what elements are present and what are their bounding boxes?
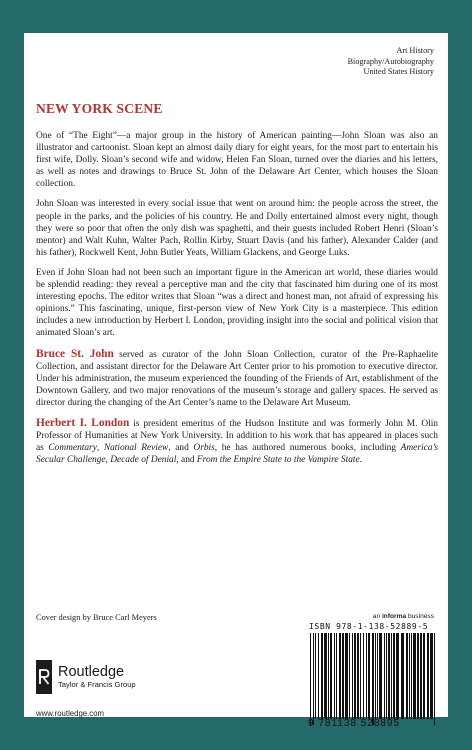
barcode-icon (306, 633, 442, 723)
cover-design-credit: Cover design by Bruce Carl Meyers (36, 613, 157, 622)
book-title: NEW YORK SCENE (36, 101, 163, 116)
introducer-bio (36, 417, 438, 466)
blurb-paragraph: One of “The Eight”—a major group in the history of American painting—John Sloan was also an illustrator and cartoonist. Sloan kept an almost daily diary for eight years, for the most part to entertain his first wife, Dolly. Sloan’s second wife and widow, Helen Fan Sloan, turned over the diaries and his letters, as well as notes and drawings to Bruce St. John of the Delaware Art Center, which houses the Sloan collection. (36, 131, 438, 190)
bio-text: is president emeritus of the Hudson Institute and was formerly John M. Olin Professor of Humanities at New York University. In addition to his work that has appeared in places such as (36, 418, 438, 454)
publication-title: Commentary (48, 443, 97, 454)
publisher-logo (36, 660, 136, 694)
book-title-reference: America’s Secular Challenge (36, 443, 438, 466)
informa-logo-text: informa (381, 613, 407, 620)
editor-name: Bruce St. John (36, 347, 114, 360)
publication-title: National Review (103, 443, 169, 454)
blurb-paragraph: John Sloan was interested in every social issue that went on around him: the people across the street, the people in the parks, and the policies of his country. He and Dolly entertained almost every night, though they were so poor that often the only dish was spaghetti, and their guests included Robert Henri (Sloan’s mentor) and Walt Kuhn, Walter Pach, Rollin Kirby, Stuart Davis (and his father), Alexander Calder (and his father), Rockwell Kent, John Butler Yeats, William Glackens, and George Luks. (36, 199, 438, 258)
informa-prefix: an (372, 613, 382, 620)
bio-text: , (105, 455, 111, 466)
publication-title: Orbis (193, 443, 215, 454)
isbn-number: ISBN 978-1-138-52889-5 (309, 622, 429, 631)
bio-text: . (359, 455, 362, 466)
bio-text: , and (168, 443, 194, 454)
routledge-r-icon (36, 660, 52, 694)
bio-text: , he has authored numerous books, including (214, 443, 401, 454)
editor-bio-text: served as curator of the John Sloan Collection, curator of the Pre-Raphaelite Collection, and assistant director for the Delaware Art Center prior to his promotion to executive director. Under his administration, the museum experienced the founding of the Friends of Art, establishment of the Downtown Gallery, and two major renovations of the museum’s storage and gallery spaces. He served as director during the changing of the Art Center’s name to the Delaware Art Museum. (36, 349, 438, 408)
introducer-name: Herbert I. London (36, 416, 130, 429)
blurb-paragraph: Even if John Sloan had not been such an important figure in the American art world, these diaries would be splendid reading: they reveal a perceptive man and the city that fascinated him during one of its most interesting epochs. The editor writes that Sloan “was a direct and honest man, not afraid of expressing his opinions.” This fascinating, unique, first-person view of New York City is a masterpiece. This edition includes a new introduction by Herbert I. London, providing insight into the social and political vision that animated Sloan’s art. (36, 267, 438, 339)
subject-categories (348, 46, 434, 78)
barcode-area (306, 622, 448, 729)
editor-bio (36, 348, 438, 409)
publisher-name: Routledge (58, 664, 125, 680)
book-title-reference: Decade of Denial (110, 455, 177, 466)
barcode-digits: 9 781138 528895 (308, 718, 401, 729)
informa-business-tag (373, 613, 434, 620)
publisher-wordmark (58, 664, 136, 690)
category-item: United States History (363, 67, 434, 76)
category-item: Biography/Autobiography (347, 56, 434, 66)
publisher-website: www.routledge.com (36, 709, 105, 718)
back-cover-panel (24, 33, 448, 729)
bio-text: , and (176, 455, 197, 466)
informa-suffix: business (406, 613, 434, 620)
publisher-group: Taylor & Francis Group (58, 680, 136, 689)
blurb (36, 130, 438, 474)
bio-text: , (96, 443, 104, 454)
category-item: Art History (396, 46, 434, 55)
book-title-reference: From the Empire State to the Vampire State (196, 455, 360, 466)
